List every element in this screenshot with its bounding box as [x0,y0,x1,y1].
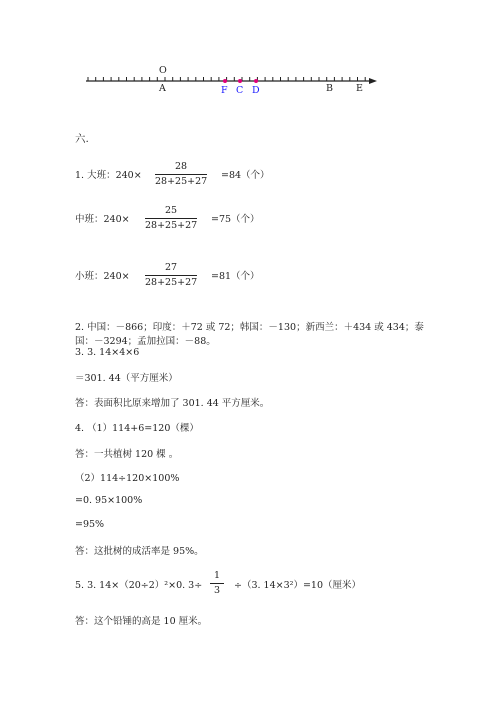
q4-line4: =0. 95×100% [75,495,143,506]
q2-line2: 国：－3294；孟加拉国：－88。 [75,336,216,347]
q4-line1: 4. （1）114+6=120（棵） [75,423,199,434]
q1-line3-denominator: 28+25+27 [145,277,198,288]
label-c: C [236,85,244,96]
fraction-bar [145,275,197,276]
q2-line1: 2. 中国：－866；印度：＋72 或 72；韩国：－130；新西兰：＋434 或 434；泰 [75,322,424,333]
number-line-svg [80,62,380,102]
q4-line3: （2）114÷120×100% [75,473,180,484]
q4-line6: 答：这批树的成活率是 95%。 [75,546,204,557]
q1-line2-prefix: 中班：240× [75,214,130,225]
q5-suffix: ÷（3. 14×3²）=10（厘米） [234,580,361,591]
number-line [80,62,380,102]
section-heading: 六. [75,133,89,145]
fraction-bar [155,174,207,175]
q4-line5: =95% [75,519,105,530]
q5-denominator: 3 [213,585,221,596]
q1-line3-result: =81（个） [211,271,260,282]
q1-line2-fraction [145,205,197,232]
q1-line3-numerator: 27 [164,262,178,273]
q1-line2-result: =75（个） [211,214,260,225]
q3-line1: 3. 3. 14×4×6 [75,347,140,358]
point-f [223,79,227,83]
label-a: A [159,83,166,94]
label-d: D [252,85,260,96]
label-e: E [356,83,363,94]
fraction-bar [145,218,197,219]
q1-line3-prefix: 小班：240× [75,271,130,282]
q5-prefix: 5. 3. 14×（20÷2）²×0. 3÷ [75,580,203,591]
q1-line1-numerator: 28 [174,161,188,172]
q1-line1-prefix: 1. 大班：240× [75,170,142,181]
q5-fraction [210,570,224,597]
q1-line3-fraction [145,262,197,289]
fraction-bar [210,583,224,584]
q4-line2: 答：一共植树 120 棵 。 [75,449,179,460]
q5-answer: 答：这个铅锤的高是 10 厘米。 [75,616,208,627]
q1-line2-numerator: 25 [164,205,178,216]
axis-arrow-icon [369,78,377,84]
q3-line3: 答：表面积比原来增加了 301. 44 平方厘米。 [75,398,270,409]
q1-line2-denominator: 28+25+27 [145,220,198,231]
point-c [238,79,242,83]
point-d [254,79,258,83]
q1-line1-fraction [155,161,207,188]
q5-numerator: 1 [213,570,221,581]
label-b: B [326,83,333,94]
origin-label: O [159,65,167,76]
label-f: F [221,85,228,96]
q1-line1-result: =84（个） [221,170,270,181]
q1-line1-denominator: 28+25+27 [155,176,208,187]
q3-line2: ＝301. 44（平方厘米） [75,373,178,384]
